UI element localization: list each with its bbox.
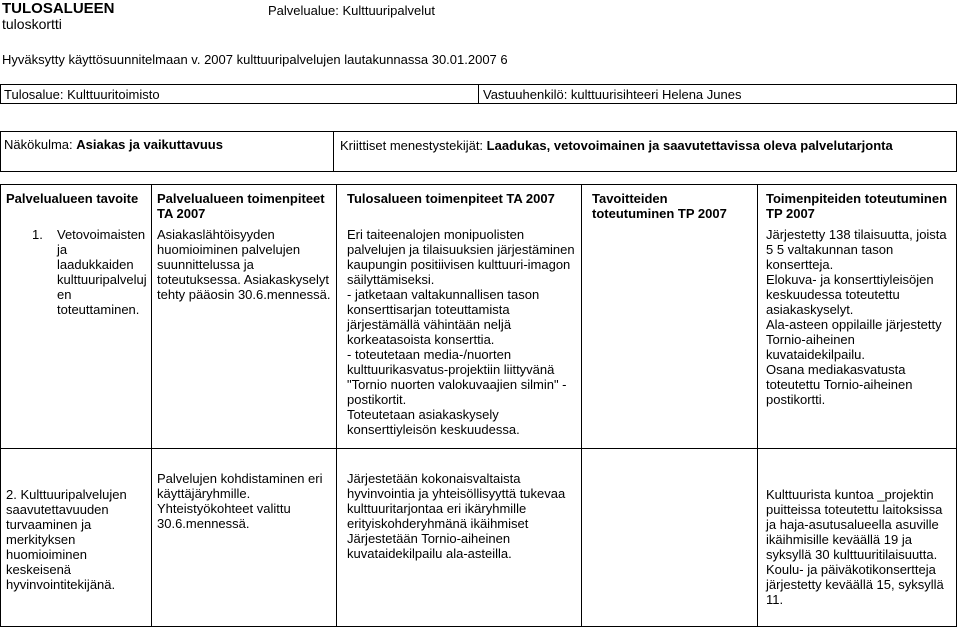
info-left-border bbox=[0, 84, 1, 103]
info-divider bbox=[478, 84, 479, 103]
row1-action-realization bbox=[766, 227, 952, 407]
perspective-top-border bbox=[0, 131, 957, 132]
info-right-border bbox=[956, 84, 957, 103]
row1-goal-line: kulttuuripalveluj bbox=[57, 272, 147, 287]
row1-realization-item: Osana mediakasvatusta toteutettu Tornio-aiheinen postikortti. bbox=[766, 362, 913, 407]
critical-label: Kriittiset menestystekijät: bbox=[340, 138, 484, 153]
row2-goal: 2. Kulttuuripalvelujen saavutettavuuden turvaaminen ja merkityksen huomioiminen keskeisenä hyvinvointitekijänä. bbox=[6, 487, 127, 592]
row1-result-action: - jatketaan valtakunnallisen tason konserttisarjan toteuttamista järjestämällä vähintään neljä korkeatasoista konserttia. bbox=[347, 287, 540, 347]
row1-goal-line: en bbox=[57, 287, 72, 302]
perspective-bottom-border bbox=[0, 171, 957, 172]
table-col-border-0 bbox=[0, 184, 1, 626]
header-service-actions: Palvelualueen toimenpiteet TA 2007 bbox=[157, 191, 325, 221]
row1-goal-line: ja bbox=[57, 242, 68, 257]
row1-number: 1. bbox=[32, 227, 43, 242]
perspective-label: Näkökulma: bbox=[4, 137, 73, 152]
perspective-value: Asiakas ja vaikuttavuus bbox=[76, 137, 223, 152]
row1-result-action: - toteutetaan media-/nuorten kulttuurikasvatus-projektiin liittyvänä "Tornio nuorten valokuvaajien silmin" -postikortit. bbox=[347, 347, 567, 407]
table-row-divider bbox=[0, 448, 957, 449]
row1-goal bbox=[57, 227, 149, 317]
header-goal: Palvelualueen tavoite bbox=[6, 191, 139, 206]
row1-result-action: Toteutetaan asiakaskysely konserttiyleisön keskuudessa. bbox=[347, 407, 520, 437]
row2-result-action: Järjestetään kokonaisvaltaista hyvinvointia ja yhteisöllisyyttä tukevaa kulttuuritarjontaa eri ikäryhmille erityiskohderyhmänä ikäihmiset Järjestetään Tornio-aiheinen kuvataidekilpailu ala-asteilla. bbox=[347, 471, 566, 561]
perspective-left-border bbox=[0, 131, 1, 171]
row1-result-action: Eri taiteenalojen monipuolisten palvelujen ja tilaisuuksien järjestäminen kaupungin positiivisen kulttuuri-imagon säilyttämiseksi. bbox=[347, 227, 575, 287]
header-goal-realization: Tavoitteiden toteutuminen TP 2007 bbox=[592, 191, 727, 221]
row1-realization-item: Ala-asteen oppilaille järjestetty Tornio-aiheinen kuvataidekilpailu. bbox=[766, 317, 942, 362]
header-title: TULOSALUEEN bbox=[2, 0, 115, 17]
header-result-actions: Tulosalueen toimenpiteet TA 2007 bbox=[347, 191, 555, 206]
row1-realization-item: Elokuva- ja konserttiyleisöjen keskuudessa toteutettu asiakaskyselyt. bbox=[766, 272, 934, 317]
perspective-divider bbox=[333, 131, 334, 171]
row1-result-actions bbox=[347, 227, 577, 437]
responsible-person: Vastuuhenkilö: kulttuurisihteeri Helena Junes bbox=[483, 87, 742, 102]
info-bottom-border bbox=[0, 103, 957, 104]
table-col-border-1 bbox=[151, 184, 152, 626]
perspective-right-border bbox=[956, 131, 957, 171]
row2-action-realization: Kulttuurista kuntoa _projektin puitteissa toteutettu laitoksissa ja haja-asutusalueella asuville ikäihmisille keväällä 19 ja syksyllä 30 kulttuuritilaisuutta. Koulu- ja päiväkotikonsertteja järjestetty keväällä 15, syksyllä 11. bbox=[766, 487, 944, 607]
critical-factors bbox=[340, 138, 893, 153]
row1-service-action: Asiakaslähtöisyyden huomioiminen palvelujen suunnittelussa ja toteutuksessa. Asiakaskyselyt tehty pääosin 30.6.mennessä. bbox=[157, 227, 331, 302]
service-area: Palvelualue: Kulttuuripalvelut bbox=[268, 3, 435, 18]
table-col-border-4 bbox=[757, 184, 758, 626]
row1-goal-line: Vetovoimaisten bbox=[57, 227, 146, 242]
row1-goal-line: toteuttaminen. bbox=[57, 302, 140, 317]
table-top-border bbox=[0, 184, 957, 185]
row1-realization-item: Järjestetty 138 tilaisuutta, joista 5 5 valtakunnan tason konsertteja. bbox=[766, 227, 947, 272]
table-col-border-5 bbox=[956, 184, 957, 626]
table-bottom-border bbox=[0, 626, 957, 627]
perspective bbox=[4, 137, 223, 152]
row1-goal-line: laadukkaiden bbox=[57, 257, 134, 272]
approved-line: Hyväksytty käyttösuunnitelmaan v. 2007 kulttuuripalvelujen lautakunnassa 30.01.2007 6 bbox=[2, 52, 508, 67]
critical-value: Laadukas, vetovoimainen ja saavutettavissa oleva palvelutarjonta bbox=[486, 138, 893, 153]
header-action-realization: Toimenpiteiden toteutuminen TP 2007 bbox=[766, 191, 948, 221]
table-col-border-3 bbox=[581, 184, 582, 626]
result-area: Tulosalue: Kulttuuritoimisto bbox=[4, 87, 160, 102]
row2-service-action: Palvelujen kohdistaminen eri käyttäjäryhmille. Yhteistyökohteet valittu 30.6.mennessä. bbox=[157, 471, 323, 531]
header-subtitle: tuloskortti bbox=[2, 16, 62, 32]
table-col-border-2 bbox=[336, 184, 337, 626]
